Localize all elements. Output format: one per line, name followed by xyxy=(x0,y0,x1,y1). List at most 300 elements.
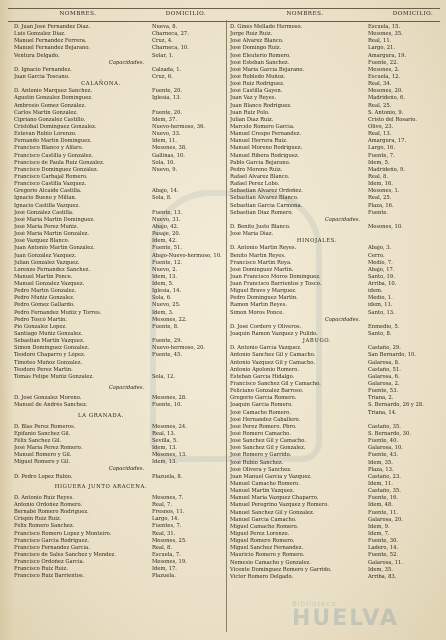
address: S. Antonio, 9. xyxy=(368,109,404,116)
person-name: D. Antonio García Vazquez. xyxy=(230,345,302,352)
person-name: Lorenzo Fernandez Sanchez. xyxy=(14,266,91,273)
address: Idem, 11. xyxy=(152,138,177,145)
header-right xyxy=(235,9,446,21)
address: Madrideño, 9. xyxy=(368,166,405,173)
person-name: Juan Garcia Toscano. xyxy=(14,73,70,80)
list-item xyxy=(230,53,444,60)
list-item xyxy=(230,95,444,102)
person-name: Esteban García Hidalgo. xyxy=(230,373,295,380)
address: idem, 11. xyxy=(368,302,393,309)
list-item xyxy=(230,438,444,445)
address: Castaño, 51. xyxy=(368,366,401,373)
list-item xyxy=(14,352,228,359)
person-name: José Alvarez Blanco. xyxy=(230,38,284,45)
address: Sola, 6. xyxy=(152,295,172,302)
person-name: Fernando Martin Dominguez. xyxy=(14,138,92,145)
address: Idem, 5. xyxy=(368,159,390,166)
list-item xyxy=(230,474,444,481)
list-item xyxy=(230,45,444,52)
person-name: Sebastian García Carmona. xyxy=(230,202,303,209)
person-name: Francisco Martin Reya. xyxy=(230,259,292,266)
person-name: Miguel Romero Romero. xyxy=(230,538,295,545)
person-name: Miguel Perez Lorenzo. xyxy=(230,530,290,537)
header-domicile-left: DOMICILIO. xyxy=(165,11,207,17)
person-name: Manuel Ribera Rodriguez. xyxy=(230,152,300,159)
list-item xyxy=(14,53,228,60)
person-name: Feliciano Gonzalez Barroso. xyxy=(230,388,304,395)
list-item xyxy=(14,210,228,217)
person-name: Juan Manuel García y Vazquez. xyxy=(230,473,312,480)
person-name: Nemesio Camacho y Gonzalez. xyxy=(230,559,311,566)
address: Gallinas, 10. xyxy=(152,152,185,159)
list-item xyxy=(230,31,444,38)
address: Fuentes, 7. xyxy=(152,523,182,530)
list-item xyxy=(230,302,444,309)
person-name: José Esteban Sanchez. xyxy=(230,59,290,66)
address: Fresnos, 11. xyxy=(152,509,185,516)
address: Real, 25. xyxy=(368,102,392,109)
person-name: Gregorio Alcaide Castilla. xyxy=(14,188,82,195)
list-item xyxy=(230,181,444,188)
address: Fuente, 10. xyxy=(152,402,183,409)
list-item xyxy=(14,174,228,181)
person-name: D. Antonio Marquez Sanchez. xyxy=(14,88,93,95)
person-name: Francisco Castilla y González. xyxy=(14,152,94,159)
list-item xyxy=(230,131,444,138)
address: Galarosa, 10. xyxy=(368,445,403,452)
address: Plazuela. xyxy=(152,573,176,580)
person-name: Francisco Carbajal Romero. xyxy=(14,173,88,180)
address: Arriba, 10. xyxy=(368,281,397,288)
list-item xyxy=(14,38,228,45)
address: Idem, 13. xyxy=(152,459,177,466)
list-item xyxy=(14,153,228,160)
left-column xyxy=(14,24,228,581)
person-name: Manuel Maria Vazquez Chaparro. xyxy=(230,495,319,502)
address: Abajo, 3. xyxy=(368,245,392,252)
person-name: Mauricio Romero y Romero. xyxy=(230,552,305,559)
list-item xyxy=(14,545,228,552)
list-item xyxy=(230,174,444,181)
list-item xyxy=(14,181,228,188)
person-name: Pedro Dominguez Martin. xyxy=(230,295,298,302)
person-name: Manuel Fernandez Ferrera. xyxy=(14,38,87,45)
capacidades-label: Capacidades. xyxy=(108,59,144,66)
header-name-left: NOMBRES. xyxy=(59,11,97,17)
list-item xyxy=(230,281,444,288)
person-name: Simon Moros Ponce. xyxy=(230,309,284,316)
person-name: Juan Antonio Martin González. xyxy=(14,245,95,252)
person-name: D. Ignacio Fernandez. xyxy=(14,66,72,73)
address: Mesones, 35. xyxy=(368,31,403,38)
list-item xyxy=(14,195,228,202)
section-heading: JABUGO. xyxy=(302,338,332,345)
list-item xyxy=(14,438,228,445)
list-item xyxy=(14,338,228,345)
list-item xyxy=(14,538,228,545)
address: Mesones, 28. xyxy=(152,395,187,402)
list-item xyxy=(230,253,444,260)
address: Nuevo-hermoso, 36. xyxy=(152,123,206,130)
section-heading: LA GRANADA. xyxy=(78,412,124,419)
address: Mesones, 7. xyxy=(152,494,184,501)
address: Fuente, 22. xyxy=(368,59,399,66)
address: Escuela, 15. xyxy=(368,24,401,30)
person-name: Simon Dominguez Gonzalez. xyxy=(14,345,90,352)
address: Mesones, 2. xyxy=(368,66,400,73)
address: Galarosa, 8. xyxy=(368,359,400,366)
person-name: Julian González Vazquez. xyxy=(14,259,80,266)
address: Santo, 13. xyxy=(368,309,395,316)
list-item xyxy=(14,495,228,502)
list-item xyxy=(14,345,228,352)
address: Fuente, 30. xyxy=(368,538,399,545)
person-name: Francisco Sanchez Gil y Camacho. xyxy=(230,381,321,388)
list-item xyxy=(14,324,228,331)
address: Idem, 35. xyxy=(368,459,393,466)
person-name: Teodoro Perez Martin. xyxy=(14,366,73,373)
list-item xyxy=(14,67,228,74)
person-name: Miguel Sanchez Fernandez. xyxy=(230,545,304,552)
list-item xyxy=(14,317,228,324)
list-item xyxy=(230,24,444,31)
list-item xyxy=(14,452,228,459)
list-item xyxy=(14,203,228,210)
header-domicile-right: DOMICILIO. xyxy=(392,11,434,17)
address: Fuente, 45. xyxy=(152,352,183,359)
address: Fuente, 12. xyxy=(152,259,183,266)
address: Idem, 9. xyxy=(368,523,390,530)
list-item xyxy=(14,288,228,295)
list-item xyxy=(14,374,228,381)
list-item xyxy=(230,224,444,231)
address: Cruz, 4. xyxy=(152,38,173,45)
list-item xyxy=(14,138,228,145)
address: Santo, 8. xyxy=(368,331,392,338)
person-name: Santiago Muñiz Gonzalez. xyxy=(14,331,83,338)
section-heading: HIGUERA JUNTO ARACENA. xyxy=(54,484,148,491)
person-name: D. José Cordero y Oliveros. xyxy=(230,323,302,330)
list-item xyxy=(230,231,444,238)
list-item xyxy=(230,431,444,438)
person-name: Pedro Fernandez Muñiz y Torres. xyxy=(14,309,102,316)
list-item xyxy=(14,231,228,238)
list-item xyxy=(230,103,444,110)
address: Idem, 48. xyxy=(368,502,393,509)
person-name: Gregorio García Romero. xyxy=(230,395,297,402)
address: Fuente, 40. xyxy=(368,438,399,445)
list-item xyxy=(230,402,444,409)
person-name: Sebastian Alvarez Blanco. xyxy=(230,195,299,202)
person-name: D. Juan José Fernandez Diaz. xyxy=(14,24,91,30)
address: Mesones, 1. xyxy=(368,188,400,195)
list-item xyxy=(230,374,444,381)
person-name: Epifanio Sanchez Gil. xyxy=(14,430,71,437)
person-name: José Perez Romero. Pbro. xyxy=(230,423,297,430)
list-item xyxy=(230,195,444,202)
address: Charneca, 27. xyxy=(152,31,189,38)
person-name: Francisco de Sales Sanchez y Mendez. xyxy=(14,551,116,558)
address: Real, 31. xyxy=(152,530,176,537)
person-name: Crispin Ruiz Ruiz. xyxy=(14,516,62,523)
address: Real, 8. xyxy=(368,173,388,180)
list-item xyxy=(14,238,228,245)
address: Fuente, 20. xyxy=(152,109,183,116)
address: Triana, 2. xyxy=(368,395,394,402)
list-item xyxy=(230,81,444,88)
list-item xyxy=(230,460,444,467)
person-name: Antonio Vazquez Gil y Camacho. xyxy=(230,359,315,366)
person-name: Pablo García Bejarano. xyxy=(230,159,291,166)
person-name: José Sanchez Gil y Camacho. xyxy=(230,438,306,445)
list-item xyxy=(230,495,444,502)
address: Idem, 16. xyxy=(368,181,393,188)
list-item xyxy=(230,245,444,252)
address: Mesones, 38. xyxy=(152,145,187,152)
person-name: Juan González Vazquez. xyxy=(14,252,77,259)
address: S. Bernardo, 26 y 28. xyxy=(368,402,424,409)
table-header xyxy=(8,8,440,22)
list-item xyxy=(230,360,444,367)
address: Calzada, 1. xyxy=(152,66,182,73)
address: Charneca, 10. xyxy=(152,45,189,52)
address: Abajo, 14. xyxy=(152,188,179,195)
list-item xyxy=(14,217,228,224)
person-name: Francisco Castilla Vazquez. xyxy=(14,181,87,188)
address: Fuente, 13. xyxy=(152,209,183,216)
list-item xyxy=(230,160,444,167)
address: Abajo-Nuevo-hermoso, 10. xyxy=(152,252,222,259)
address: Real, 11. xyxy=(368,38,392,45)
address: Nuevo, 25. xyxy=(152,302,181,309)
address: Iglesia, 14. xyxy=(152,288,182,295)
person-name: Vicente Dominguez Romero y Garrido. xyxy=(230,566,332,573)
address: Galarosa, 6. xyxy=(368,373,400,380)
list-item xyxy=(230,310,444,317)
list-item xyxy=(230,467,444,474)
address: Plazuela, 8. xyxy=(152,473,183,480)
person-name: Antonio Ordoñez Romero. xyxy=(14,502,83,508)
person-name: Rafael Perez Lobo. xyxy=(230,181,280,188)
address: Abajo, 17. xyxy=(368,266,395,273)
person-name: José Romero y Garrido. xyxy=(230,452,292,459)
list-item xyxy=(230,288,444,295)
address: Mesones, 19. xyxy=(152,559,187,566)
address: Idem, 35. xyxy=(368,566,393,573)
list-item xyxy=(14,431,228,438)
address: Plaza, 16. xyxy=(368,202,394,209)
address: Largo, 21. xyxy=(368,45,396,52)
person-name: Victor Romero Delgado. xyxy=(230,573,294,580)
list-item xyxy=(14,474,228,481)
address: Castaño, 35. xyxy=(368,488,401,495)
list-item xyxy=(14,367,228,374)
person-name: Juan Ruiz Polo. xyxy=(230,109,270,116)
list-item xyxy=(14,95,228,102)
address: Mesones, 25. xyxy=(152,537,187,544)
address: Idem, 5. xyxy=(152,281,174,288)
list-item xyxy=(14,88,228,95)
address: Escuela, 12. xyxy=(368,73,401,80)
list-item xyxy=(230,145,444,152)
address: Enmedio, 5. xyxy=(368,323,400,330)
person-name: Antonio Apolonio Romero. xyxy=(230,366,299,373)
address: Sevilla, 5. xyxy=(152,437,178,444)
address: Idem, 11. xyxy=(368,481,393,487)
list-item xyxy=(230,517,444,524)
person-name: José Castilla Gayen. xyxy=(230,88,283,95)
list-item xyxy=(230,445,444,452)
list-item xyxy=(230,481,444,488)
person-name: Pío Gonzalez Lopez. xyxy=(14,323,67,330)
address: Largo, 16. xyxy=(368,145,396,152)
list-item xyxy=(14,360,228,367)
address: Idem, 7. xyxy=(368,530,390,537)
list-item xyxy=(230,260,444,267)
list-item xyxy=(230,138,444,145)
person-name: Felix Romero Sanchez. xyxy=(14,523,75,530)
person-name: Luis Gonzalez Diaz. xyxy=(14,31,66,38)
person-name: Francisco Ruiz Barrientos. xyxy=(14,573,85,580)
person-name: José Eleuterio Romero. xyxy=(230,52,291,59)
person-name: José Rubio Sanchez. xyxy=(230,459,284,466)
person-name: Sebastian Alvarez Ordoñez. xyxy=(230,188,303,195)
list-item xyxy=(14,445,228,452)
list-item xyxy=(14,395,228,402)
person-name: Juan Vaz y Reyes. xyxy=(230,95,277,102)
person-name: Francisco Dominguez González. xyxy=(14,166,99,173)
person-name: Sebastian Martin Vazquez. xyxy=(14,338,85,345)
list-item xyxy=(14,31,228,38)
person-name: José María Diaz. xyxy=(230,231,274,238)
person-name: Ignacio Castilla Vazquez. xyxy=(14,202,80,209)
list-item xyxy=(230,417,444,424)
address: Pasaje, 20. xyxy=(152,231,181,238)
list-item xyxy=(230,295,444,302)
list-item xyxy=(14,459,228,466)
list-item xyxy=(230,352,444,359)
list-item xyxy=(230,510,444,517)
address: Largo, 14. xyxy=(152,516,180,523)
list-item xyxy=(14,188,228,195)
person-name: Manuel Sanchez Gil y Gonzalez. xyxy=(230,509,315,516)
person-name: José Robledo Muñoz. xyxy=(230,73,286,80)
address: Abajo, 42. xyxy=(152,223,179,230)
address: Fuente, 43. xyxy=(368,452,399,459)
person-name: José Maria Perez Muñiz. xyxy=(14,223,79,230)
list-item xyxy=(14,531,228,538)
person-name: Ventura Delgado. xyxy=(14,52,60,59)
person-name: Antonio Sanchez Gil y Camacho. xyxy=(230,352,316,359)
address: Olivo, 23. xyxy=(368,123,394,130)
address: Amargura, 17. xyxy=(368,138,407,145)
header-name-right: NOMBRES. xyxy=(286,11,324,17)
list-item xyxy=(230,324,444,331)
person-name: Cristóbal Dominguez Gonzalez. xyxy=(14,123,97,130)
address: Fuente, 29. xyxy=(152,338,183,345)
person-name: Benito Martin Reyes. xyxy=(230,252,286,259)
address: Fuente, 11. xyxy=(368,509,399,516)
person-name: Manuel Crespo Fernandez. xyxy=(230,131,302,138)
address: Sola, 8. xyxy=(152,195,172,202)
address: Mesones, 24. xyxy=(152,423,187,430)
address: Nuevo, 33. xyxy=(152,131,181,138)
person-name: Joaquin Ramon Vazquez y Pulido. xyxy=(230,331,318,338)
list-item xyxy=(230,574,444,581)
list-item xyxy=(14,45,228,52)
address: Idem, 37. xyxy=(152,116,177,123)
person-name: José María Perez Romero. xyxy=(14,445,83,452)
person-name: Teodoro Chaparro y López. xyxy=(14,352,86,359)
address: Madrideño, 6. xyxy=(368,95,405,102)
person-name: Manuel de Andrés Sanchez. xyxy=(14,402,88,409)
address: Sola, 10. xyxy=(152,159,175,166)
address: Cerro. xyxy=(368,252,385,259)
person-name: Bernabé Romero Rodriguez. xyxy=(14,509,89,516)
list-item xyxy=(14,224,228,231)
header-left xyxy=(8,9,235,21)
list-item xyxy=(230,452,444,459)
list-item xyxy=(230,388,444,395)
person-name: José María Martín González. xyxy=(14,231,90,238)
capacidades-label: Capacidades. xyxy=(324,216,360,223)
person-name: Julian Díaz Ruiz. xyxy=(230,116,274,123)
list-item xyxy=(14,131,228,138)
person-name: D. José Gonzalez Moreno. xyxy=(14,395,82,402)
list-item xyxy=(14,424,228,431)
list-item xyxy=(14,509,228,516)
address: Nuevo, 31. xyxy=(152,216,181,223)
list-item xyxy=(14,566,228,573)
list-item xyxy=(230,424,444,431)
person-name: Juan Francisco Barrientos y Tosco. xyxy=(230,281,322,288)
person-name: D. Ginés Mellado Hermoso. xyxy=(230,24,303,30)
address: Idem, 13. xyxy=(152,273,177,280)
person-name: Estevan Rubio Lorenzo. xyxy=(14,131,77,138)
person-name: Manuel Herrera Ruiz. xyxy=(230,138,288,145)
address: Nuevo-hermoso, 20. xyxy=(152,345,206,352)
list-item xyxy=(230,167,444,174)
list-item xyxy=(230,153,444,160)
list-item xyxy=(14,167,228,174)
list-item xyxy=(230,395,444,402)
address: Ladero, 14. xyxy=(368,545,399,552)
address: Real, 13. xyxy=(368,131,392,138)
address: S. Bernardo, 30. xyxy=(368,431,411,438)
address: Galarosa, 20. xyxy=(368,516,403,523)
list-item xyxy=(14,516,228,523)
capacidades-label: Capacidades. xyxy=(108,466,144,473)
list-item xyxy=(14,302,228,309)
person-name: José Dominguez Martin. xyxy=(230,266,294,273)
person-name: Pedro Martín Gonzalez. xyxy=(14,288,77,295)
person-name: Sebastian Diaz Romero. xyxy=(230,209,293,216)
person-name: Manuel Martin Ponce. xyxy=(14,273,73,280)
person-name: Manuel Gonzalez Vazquez. xyxy=(14,281,85,288)
person-name: Rafael Alvarez Blanco. xyxy=(230,173,290,180)
address: Idem, 17. xyxy=(152,566,177,573)
person-name: Manuel Camacho Romero. xyxy=(230,481,300,487)
person-name: José Hernandez Caballero. xyxy=(230,416,301,423)
list-item xyxy=(14,523,228,530)
address: Fuente. xyxy=(368,209,389,216)
list-item xyxy=(230,203,444,210)
address: Fuente, 51. xyxy=(152,245,183,252)
address: Real, 13. xyxy=(152,430,176,437)
address: Real, 25. xyxy=(368,195,392,202)
list-item xyxy=(230,524,444,531)
address: Medio, 1. xyxy=(368,295,393,302)
